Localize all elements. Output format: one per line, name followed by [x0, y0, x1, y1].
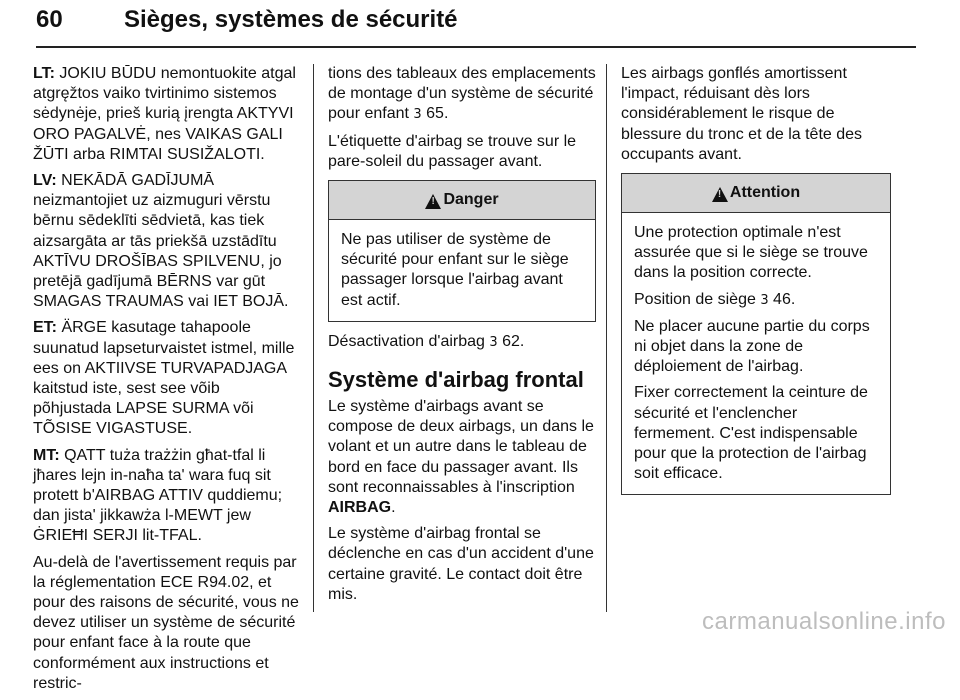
watermark: carmanualsonline.info — [702, 608, 946, 635]
attention-text-4: Fixer correctement la ceinture de sécurité et l'enclencher fermement. C'est indispensable pour que la protection de l'airbag soit efficace. — [634, 384, 868, 483]
page-number: 60 — [36, 6, 63, 33]
warning-et-text: ÄRGE kasutage tahapoole suunatud lapseturvaistet istmel, mille ees on AKTIIVSE TURVAPADJAGA kaitstud iste, sest see võib põhjustada LAPSE SURMA või TÕSISE VIGASTUSE. — [33, 319, 295, 438]
column-right — [621, 64, 891, 505]
column-divider-1 — [313, 64, 314, 612]
page-title: Sièges, systèmes de sécurité — [124, 6, 458, 33]
attention-box — [621, 173, 891, 495]
continued-paragraph: tions des tableaux des emplacements de montage d'un système de sécurité pour enfant 3 65. — [328, 65, 596, 123]
label-paragraph: L'étiquette d'airbag se trouve sur le pare-soleil du passager avant. — [328, 132, 577, 170]
warning-lv — [33, 171, 301, 312]
danger-text: Ne pas utiliser de système de sécurité pour enfant sur le siège passager lorsque l'airbag avant est actif. — [341, 231, 569, 309]
page-ref-icon: 3 — [489, 334, 498, 350]
warning-lt — [33, 64, 301, 165]
section-heading: Système d'airbag frontal — [328, 367, 584, 393]
page-ref-icon: 3 — [413, 107, 422, 123]
warning-triangle-icon — [712, 187, 728, 202]
trigger-paragraph: Le système d'airbag frontal se déclenche en cas d'un accident d'une certaine gravité. Le contact doit être mis. — [328, 525, 594, 603]
column-middle — [328, 64, 596, 611]
warning-lt-text: JOKIU BŪDU nemontuokite atgal atgręžtos vaiko tvirtinimo sistemos sėdynėje, prieš kurią įrengta AKTYVI ORO PAGALVĖ, nes VAIKAS GALI ŽŪTI arba RIMTAI SUSIŽALOTI. — [33, 65, 296, 163]
attention-title: Attention — [729, 183, 801, 201]
deactivation-paragraph: Désactivation d'airbag 3 62. — [328, 332, 525, 350]
attention-text-1: Une protection optimale n'est assurée que si le siège se trouve dans la position correcte. — [634, 224, 868, 282]
column-divider-2 — [606, 64, 607, 612]
column-left — [33, 64, 301, 700]
intro-paragraph: Les airbags gonflés amortissent l'impact, réduisant dès lors considérablement le risque de blessure du tronc et de la tête des occupants avant. — [621, 65, 863, 163]
airbag-inscription: AIRBAG — [328, 499, 392, 517]
warning-et — [33, 318, 301, 439]
lang-label-mt: MT: — [33, 446, 60, 464]
danger-title: Danger — [443, 190, 499, 208]
danger-header — [329, 181, 595, 220]
warning-triangle-icon — [425, 194, 441, 209]
page-ref-icon: 3 — [760, 292, 769, 308]
danger-box — [328, 180, 596, 322]
page-ref-link[interactable]: 46. — [773, 290, 796, 308]
warning-lv-text: NEKĀDĀ GADĪJUMĀ neizmantojiet uz aizmuguri vērstu bērnu sēdeklīti sēdvietā, kas tiek aizsargāta ar tās priekšā uzstādītu AKTĪVU DROŠĪBAS SPILVENU, jo pretējā gadījumā BĒRNS var gūt SMAGAS TRAUMAS vai IET BOJĀ. — [33, 172, 289, 311]
system-paragraph: Le système d'airbags avant se compose de deux airbags, un dans le volant et un autre dans le tableau de bord en face du passager avant. Ils sont reconnaissables à l'inscription AIRBAG. — [328, 398, 594, 517]
lang-label-lt: LT: — [33, 65, 55, 82]
lang-label-et: ET: — [33, 319, 57, 337]
attention-header — [622, 174, 890, 213]
warning-mt-text: QATT tuża trażżin għat-tfal li jħares lejn in-naħa ta' wara fuq sit protett b'AIRBAG ATTIV quddiemu; dan jista' jikkawża l-MEWT jew ĠRIEĦI SERJI lit-TFAL. — [33, 446, 283, 545]
warning-mt — [33, 446, 301, 547]
page-ref-link[interactable]: 62. — [502, 332, 525, 350]
ece-paragraph: Au-delà de l'avertissement requis par la réglementation ECE R94.02, et pour des raisons de sécurité, vous ne devez utiliser un système de sécurité pour enfant face à la route que conformément aux instructions et restric- — [33, 553, 299, 692]
lang-label-lv: LV: — [33, 172, 57, 190]
attention-text-3: Ne placer aucune partie du corps ni objet dans la zone de déploiement de l'airbag. — [634, 317, 870, 376]
header-rule — [36, 46, 916, 48]
page-ref-link[interactable]: 65. — [426, 105, 449, 123]
attention-text-2: Position de siège 3 46. — [634, 290, 796, 308]
page-header — [20, 6, 940, 54]
